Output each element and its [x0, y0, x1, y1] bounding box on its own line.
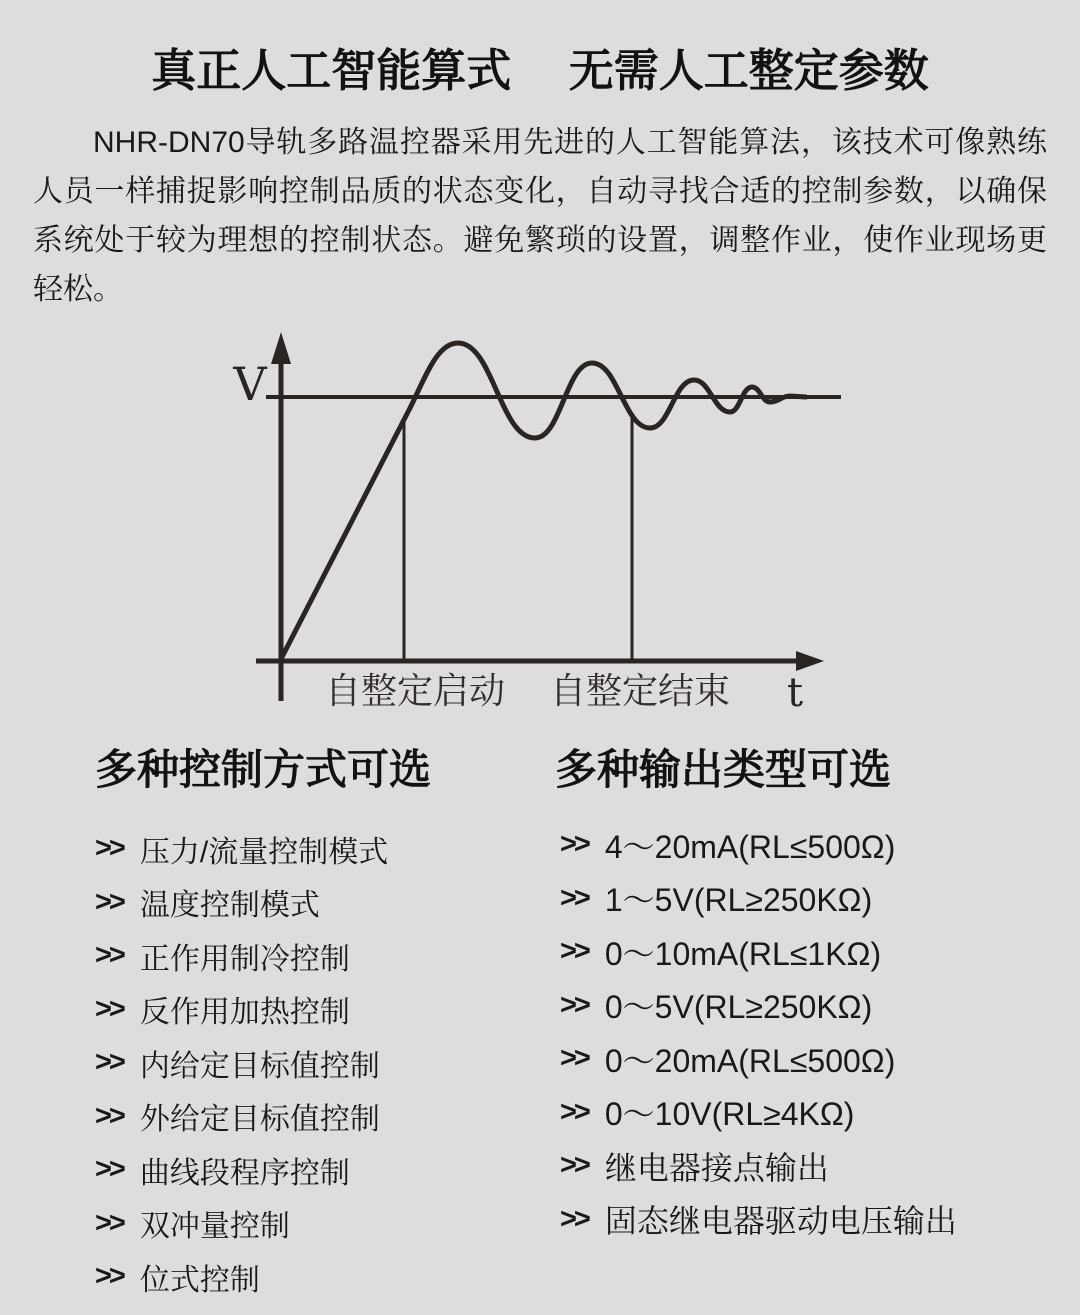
- output-type-item: [560, 872, 957, 926]
- autotune-chart-svg: [0, 320, 1080, 720]
- chevrons-icon: >>: [560, 1149, 588, 1182]
- page-title: 真正人工智能算式 无需人工整定参数: [151, 45, 929, 96]
- output-type-label: 0～5V(RL≥250KΩ): [604, 989, 873, 1026]
- feature-columns: [0, 744, 957, 1304]
- x-axis-arrow: [796, 651, 824, 671]
- autotune-diagram: [0, 320, 1080, 720]
- control-mode-item: [95, 1250, 473, 1304]
- control-mode-item: [95, 1143, 473, 1197]
- output-types-list: [555, 818, 957, 1246]
- y-axis-label: V: [233, 357, 267, 411]
- chevrons-icon: >>: [95, 1099, 123, 1132]
- control-mode-item: [95, 876, 473, 930]
- control-mode-item: [95, 822, 473, 876]
- output-types-heading: 多种输出类型可选: [555, 746, 892, 793]
- output-type-label: 4～20mA(RL≤500Ω): [604, 828, 896, 865]
- control-modes-section: [95, 744, 473, 1304]
- x-axis-label: t: [786, 670, 804, 716]
- control-modes-list: [95, 822, 473, 1304]
- control-mode-label: 外给定目标值控制: [139, 1103, 380, 1137]
- control-mode-label: 正作用制冷控制: [139, 942, 350, 976]
- control-mode-item: [95, 1090, 473, 1144]
- tuning-start-label: 自整定启动: [324, 670, 506, 711]
- chevrons-icon: >>: [95, 1046, 123, 1079]
- y-axis-arrow: [271, 332, 291, 364]
- control-mode-item: [95, 1036, 473, 1090]
- control-mode-label: 双冲量控制: [139, 1210, 290, 1244]
- control-mode-label: 温度控制模式: [139, 889, 320, 923]
- chevrons-icon: >>: [95, 885, 123, 918]
- output-type-item: [560, 1086, 957, 1140]
- chevrons-icon: >>: [95, 832, 123, 865]
- chevrons-icon: >>: [95, 939, 123, 972]
- chevrons-icon: >>: [560, 1095, 588, 1128]
- output-type-item: [560, 979, 957, 1033]
- output-type-label: 1～5V(RL≥250KΩ): [604, 882, 873, 919]
- control-mode-label: 压力/流量控制模式: [139, 835, 389, 869]
- chevrons-icon: >>: [95, 1153, 123, 1186]
- tuning-end-label: 自整定结束: [549, 670, 731, 711]
- output-type-item: [560, 818, 957, 872]
- intro-paragraph: NHR-DN70导轨多路温控器采用先进的人工智能算法，该技术可像熟练人员一样捕捉影响控制品质的状态变化，自动寻找合适的控制参数，以确保系统处于较为理想的控制状态。避免繁琐的设置，调整作业，使作业现场更轻松。: [33, 126, 1047, 306]
- output-type-label: 固态继电器驱动电压输出: [604, 1203, 957, 1240]
- control-mode-label: 反作用加热控制: [139, 996, 350, 1030]
- output-type-label: 0～10V(RL≥4KΩ): [604, 1096, 855, 1133]
- chevrons-icon: >>: [560, 881, 588, 914]
- output-types-section: [555, 744, 957, 1246]
- chevrons-icon: >>: [95, 1260, 123, 1293]
- control-mode-label: 曲线段程序控制: [139, 1156, 350, 1190]
- output-type-item: [560, 1139, 957, 1193]
- chevrons-icon: >>: [560, 935, 588, 968]
- output-type-label: 继电器接点输出: [604, 1149, 829, 1186]
- output-type-item: [560, 1032, 957, 1086]
- control-mode-label: 内给定目标值控制: [139, 1049, 380, 1083]
- output-type-item: [560, 925, 957, 979]
- control-mode-item: [95, 983, 473, 1037]
- control-mode-item: [95, 929, 473, 983]
- chevrons-icon: >>: [95, 992, 123, 1025]
- control-mode-label: 位式控制: [139, 1263, 260, 1297]
- control-mode-item: [95, 1197, 473, 1251]
- chevrons-icon: >>: [560, 1202, 588, 1235]
- chevrons-icon: >>: [560, 1042, 588, 1075]
- output-type-label: 0～20mA(RL≤500Ω): [604, 1042, 896, 1079]
- output-type-item: [560, 1193, 957, 1247]
- output-type-label: 0～10mA(RL≤1KΩ): [604, 935, 882, 972]
- control-modes-heading: 多种控制方式可选: [95, 746, 432, 793]
- chevrons-icon: >>: [95, 1206, 123, 1239]
- response-curve: [281, 343, 806, 659]
- chevrons-icon: >>: [560, 828, 588, 861]
- chevrons-icon: >>: [560, 988, 588, 1021]
